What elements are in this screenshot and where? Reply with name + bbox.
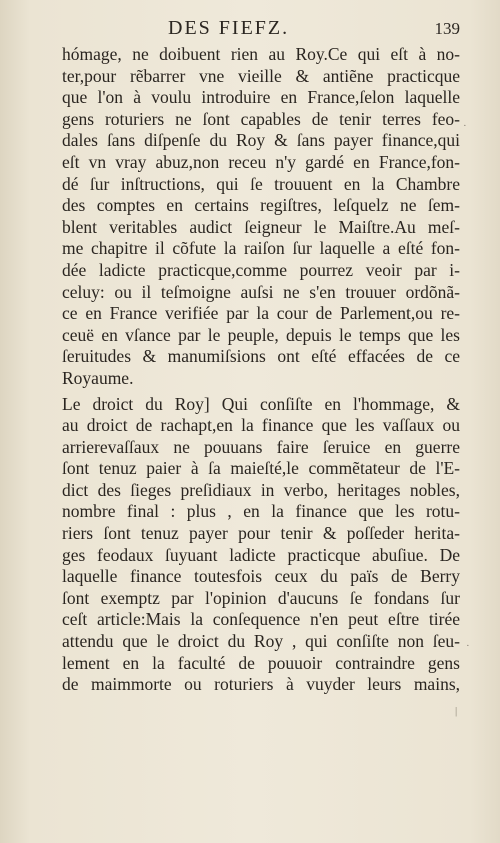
text-line: arrierevaſſaux ne pouuans faire ſeruice en guerre	[62, 436, 460, 457]
text-line: celuy: ou il teſmoigne auſsi ne s'en trouuer ordõnã-	[62, 281, 460, 302]
margin-speck: ·	[466, 640, 470, 652]
text-line: dict des ſieges preſidiaux in verbo, heritages nobles,	[62, 479, 460, 500]
text-line: ſeruitudes & manumiſsions ont eſté effacées de ce	[62, 346, 460, 367]
text-line: lement en la faculté de pouuoir contraindre gens	[62, 652, 460, 673]
text-line: hómage, ne doibuent rien au Roy.Ce qui eſt à no-	[62, 44, 460, 64]
text-line: dée ladicte practicque,comme pourrez veoir par i-	[62, 259, 460, 280]
text-line: attendu que le droict du Roy , qui conſiſte non ſeu-	[62, 631, 460, 652]
text-line: ter,pour rẽbarrer vne vieille & antiẽne practicque	[62, 65, 460, 86]
text-line: riers ſont tenuz payer pour tenir & poſſeder herita-	[62, 523, 460, 544]
text-line: de maimmorte ou roturiers à vuyder leurs mains,	[62, 674, 460, 695]
text-line: que l'on à voulu introduire en France,ſelon laquelle	[62, 87, 460, 108]
text-line: des comptes en certains regiſtres, leſquelz ne ſem-	[62, 195, 460, 216]
running-head: DES FIEFZ.	[168, 17, 290, 39]
paragraph-2	[62, 394, 460, 696]
text-line: ce en France verifiée par la cour de Parlement,ou re-	[62, 303, 460, 324]
text-line: ceſt article:Mais la conſequence n'en peut eſtre tirée	[62, 609, 460, 630]
text-line: ges feodaux ſuyuant ladicte practicque abuſiue. De	[62, 544, 460, 565]
text-line: eſt vn vray abuz,non receu n'y gardé en France,fon-	[62, 151, 460, 172]
text-line: me chapitre il cõfute la raiſon ſur laquelle a eſté fon-	[62, 238, 460, 259]
text-line: ceuë en vſance par le peuple, depuis le temps que les	[62, 324, 460, 345]
text-line: ſont tenuz paier à ſa maieſté,le commẽtateur de l'E-	[62, 458, 460, 479]
text-line: au droict de rachapt,en la finance que les vaſſaux ou	[62, 415, 460, 436]
text-line: nombre final : plus , en la finance que les rotu-	[62, 501, 460, 522]
margin-speck: |	[455, 705, 458, 717]
text-line: ſont exemptz par l'opinion d'aucuns ſe fondans ſur	[62, 587, 460, 608]
text-line: gens roturiers ne ſont capables de tenir terres feo-	[62, 108, 460, 129]
margin-speck: ·	[463, 120, 467, 132]
text-line: Le droict du Roy] Qui conſiſte en l'hommage, &	[62, 393, 460, 414]
page-header	[60, 17, 460, 41]
paragraph-1	[62, 44, 460, 390]
page-number: 139	[434, 19, 460, 38]
text-line: dales ſans diſpenſe du Roy & ſans payer finance,qui	[62, 130, 460, 151]
text-line: dé ſur inſtructions, qui ſe trouuent en la Chambre	[62, 173, 460, 194]
text-line: blent veritables audict ſeigneur le Maiſtre.Au meſ-	[62, 216, 460, 237]
text-line: laquelle finance toutesfois ceux du païs de Berry	[62, 566, 460, 587]
text-line: Royaume.	[62, 367, 134, 388]
body-text	[62, 44, 460, 696]
